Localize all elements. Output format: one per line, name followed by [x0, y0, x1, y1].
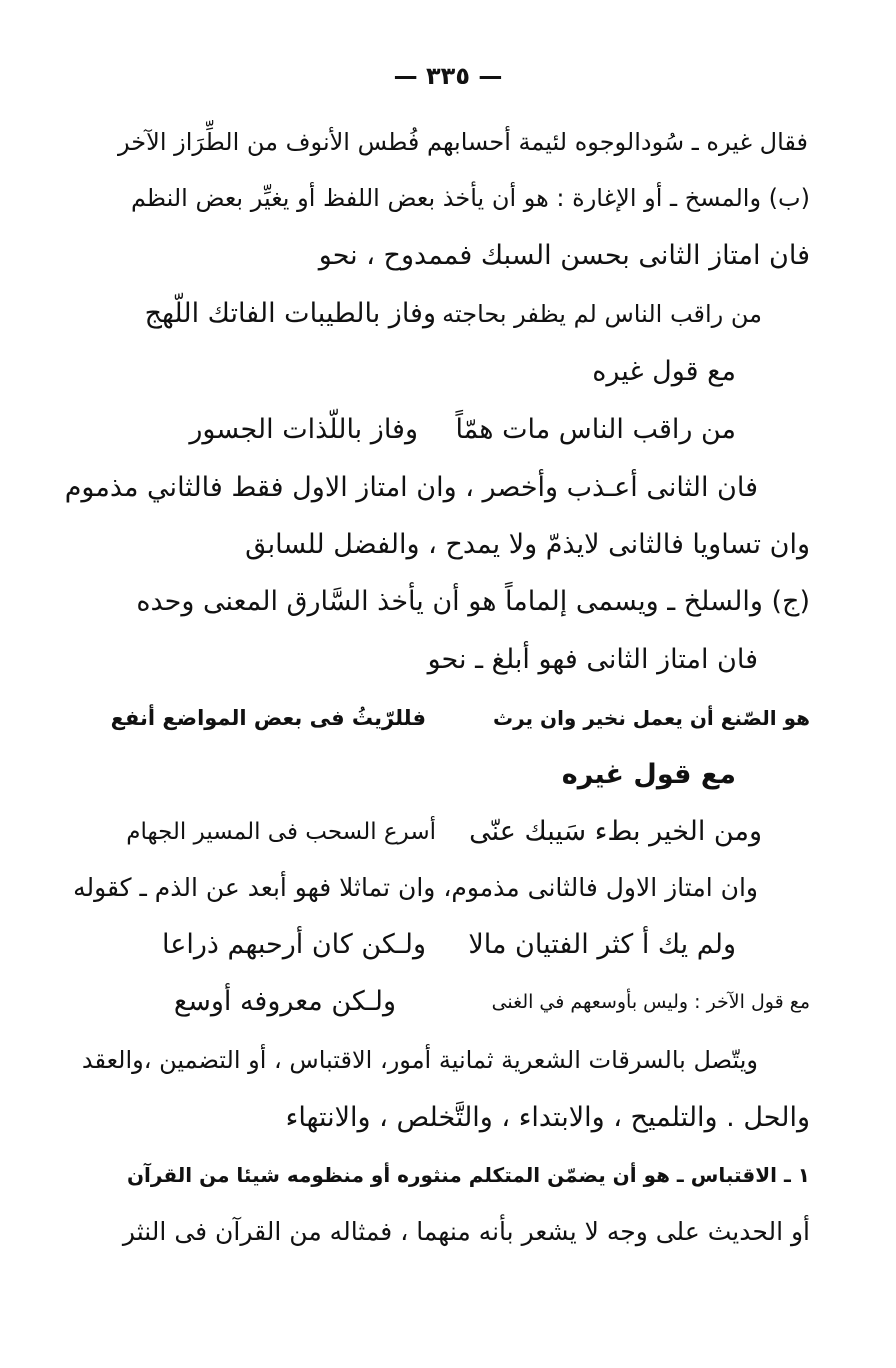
verse-3-second-hemistich: فللرّيثُ فى بعض المواضع أنفع — [110, 706, 426, 730]
verse-6-second-hemistich: ولـكن معروفه أوسع — [173, 986, 396, 1017]
text-line-7: فان الثانى أعـذب وأخصر ، وان امتاز الاول فقط فالثاني مذموم — [64, 472, 758, 503]
text-line-19: ١ ـ الاقتباس ـ هو أن يضمّن المتكلم منثوره أو منظومه شيئا من القرآن — [126, 1163, 810, 1187]
verse-4-first-hemistich: ومن الخير بطء سَيبك عنّى — [469, 816, 762, 847]
page-number: — ٣٣٥ — — [393, 62, 503, 90]
text-line-17: ويتّصل بالسرقات الشعرية ثمانية أمور، الاقتباس ، أو التضمين ،والعقد — [81, 1046, 758, 1074]
text-line-8: وان تساويا فالثانى لايذمّ ولا يمدح ، والفضل للسابق — [245, 529, 810, 560]
verse-3-first-hemistich: هو الصّنع أن يعمل نخير وان يرث — [492, 706, 810, 730]
text-line-5: مع قول غيره — [592, 356, 736, 387]
text-line-3: فان امتاز الثانى بحسن السبك فممدوح ، نحو — [318, 240, 810, 271]
verse-1-second-hemistich: وفاز بالطيبات الفاتك اللّهج — [144, 298, 436, 329]
text-line-12: مع قول غيره — [561, 759, 736, 790]
text-line-14: وان امتاز الاول فالثانى مذموم، وان تماثلا فهو أبعد عن الذم ـ كقوله — [73, 873, 758, 902]
text-line-20: أو الحديث على وجه لا يشعر بأنه منهما ، فمثاله من القرآن فى النثر — [122, 1217, 810, 1246]
text-line-2: (ب) والمسخ ـ أو الإغارة : هو أن يأخذ بعض اللفظ أو يغيِّر بعض النظم — [130, 184, 810, 212]
text-line-9: (ج) والسلخ ـ ويسمى إلماماً هو أن يأخذ السَّارق المعنى وحده — [136, 586, 810, 617]
text-line-10: فان امتاز الثانى فهو أبلغ ـ نحو — [427, 644, 758, 675]
verse-1-first-hemistich: من راقب الناس لم يظفر بحاجته — [442, 300, 762, 328]
verse-5-first-hemistich: ولم يك أ كثر الفتيان مالا — [468, 929, 736, 960]
verse-5-second-hemistich: ولـكن كان أرحبهم ذراعا — [162, 929, 426, 960]
verse-2-first-hemistich: من راقب الناس مات همّاً — [455, 414, 736, 445]
text-line-18: والحل . والتلميح ، والابتداء ، والتَّخلص ، والانتهاء — [285, 1102, 810, 1133]
verse-2-second-hemistich: وفاز باللّذات الجسور — [189, 414, 418, 445]
verse-6-first-hemistich: مع قول الآخر : وليس بأوسعهم في الغنى — [491, 991, 810, 1013]
text-line-1: فقال غيره ـ سُودالوجوه لئيمة أحسابهم فُطس الأنوف من الطِّرَاز الآخر — [118, 128, 808, 156]
verse-4-second-hemistich: أسرع السحب فى المسير الجهام — [126, 819, 436, 845]
